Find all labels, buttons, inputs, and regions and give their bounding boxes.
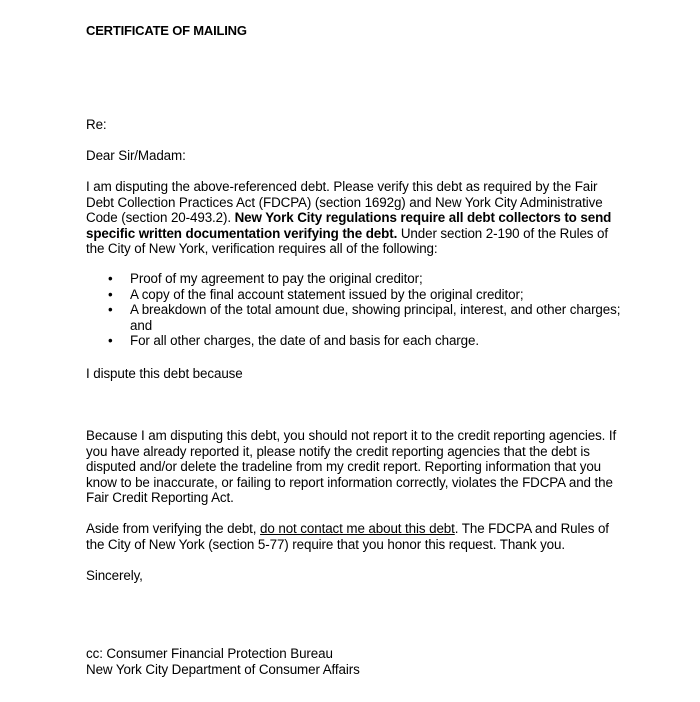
list-item-text: A breakdown of the total amount due, showing principal, interest, and other charges; and [130, 302, 621, 333]
list-item [86, 271, 626, 287]
paragraph-verification-request [86, 179, 626, 257]
bullet-icon: • [108, 271, 113, 286]
bullet-icon: • [108, 302, 113, 318]
cc-line-nyc-dca: New York City Department of Consumer Affairs [86, 661, 360, 677]
verification-requirements-list [86, 271, 626, 349]
list-item-text: For all other charges, the date of and basis for each charge. [130, 333, 479, 349]
list-item [86, 333, 626, 349]
dispute-reason-line: I dispute this debt because [86, 366, 243, 381]
paragraph-verification-text-continued: Under section 2-190 of the Rules of the City of New York, verification requires all of the following: [86, 225, 608, 257]
re-label: Re: [86, 117, 107, 132]
closing: Sincerely, [86, 568, 143, 583]
paragraph-credit-reporting: Because I am disputing this debt, you should not report it to the credit reporting agencies. If you have already reported it, please notify the credit reporting agencies that the debt is disputed and/or delete the tradeline from my credit report. Reporting information that you know to be inaccurate, or failing to report information correctly, violates the FDCPA and the Fair Credit Reporting Act. [86, 428, 617, 506]
list-item-text: Proof of my agreement to pay the original creditor; [130, 271, 423, 286]
paragraph-verification-text: I am disputing the above-referenced debt. Please verify this debt as required by the Fair Debt Collection Practices Act (FDCPA) (section 1692g) and New York City Administrative Code (section 20-493.2). [86, 179, 603, 226]
paragraph-no-contact-underlined: do not contact me about this debt [260, 521, 455, 536]
document-title: CERTIFICATE OF MAILING [86, 23, 247, 38]
bullet-icon: • [108, 286, 113, 302]
bullet-icon: • [108, 333, 113, 349]
salutation: Dear Sir/Madam: [86, 148, 186, 163]
paragraph-no-contact-text: Aside from verifying the debt, [86, 521, 261, 536]
cc-line-cfpb: cc: Consumer Financial Protection Bureau [86, 646, 333, 661]
paragraph-no-contact-text-continued: . The FDCPA and Rules of the City of New York (section 5-77) require that you honor this request. Thank you. [86, 521, 609, 552]
paragraph-no-contact [86, 521, 626, 552]
list-item-text: A copy of the final account statement issued by the original creditor; [130, 286, 524, 302]
list-item [86, 302, 626, 333]
list-item [86, 287, 626, 303]
paragraph-verification-bold: New York City regulations require all debt collectors to send specific written documentation verifying the debt. [86, 210, 612, 241]
